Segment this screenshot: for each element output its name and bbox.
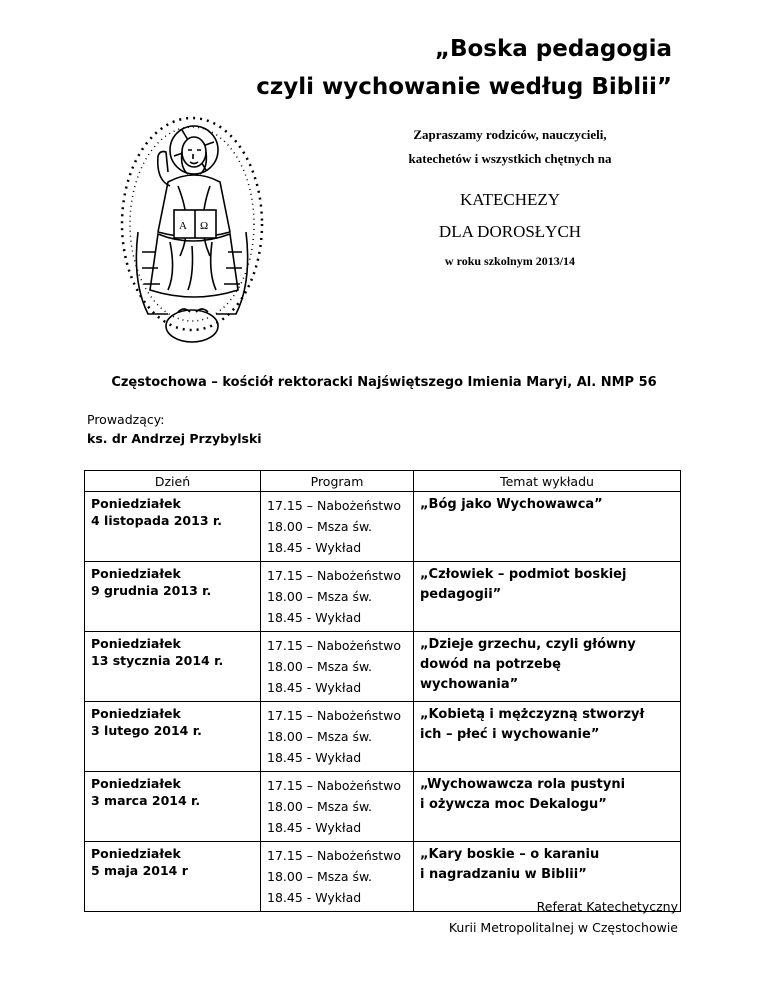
topic-cell: „Bóg jako Wychowawca” — [414, 492, 681, 562]
omega-glyph: Ω — [200, 220, 209, 232]
topic-cell: „Kary boskie – o karaniu i nagradzaniu w Biblii” — [414, 842, 681, 912]
program-cell: 17.15 – Nabożeństwo 18.00 – Msza św. 18.45 - Wykład — [261, 562, 414, 632]
table-row — [85, 632, 681, 702]
header-topic: Temat wykładu — [414, 471, 681, 492]
schedule-table — [84, 470, 681, 912]
alpha-glyph: A — [179, 220, 187, 232]
topic-cell: „Wychowawcza rola pustyni i ożywcza moc Dekalogu” — [414, 772, 681, 842]
header-day: Dzień — [85, 471, 261, 492]
program-cell: 17.15 – Nabożeństwo 18.00 – Msza św. 18.45 - Wykład — [261, 842, 414, 912]
topic-cell: „Człowiek – podmiot boskiej pedagogii” — [414, 562, 681, 632]
day-cell: Poniedziałek 13 stycznia 2014 r. — [85, 632, 261, 702]
topic-cell: „Dzieje grzechu, czyli główny dowód na potrzebę wychowania” — [414, 632, 681, 702]
title-line-1: „Boska pedagogia — [434, 36, 672, 62]
program-cell: 17.15 – Nabożeństwo 18.00 – Msza św. 18.45 - Wykład — [261, 702, 414, 772]
table-header-row — [85, 471, 681, 492]
header-program: Program — [261, 471, 414, 492]
invitation-text — [390, 123, 630, 171]
table-row — [85, 702, 681, 772]
day-cell: Poniedziałek 3 lutego 2014 r. — [85, 702, 261, 772]
school-year: w roku szkolnym 2013/14 — [444, 254, 576, 268]
day-cell: Poniedziałek 5 maja 2014 r — [85, 842, 261, 912]
program-cell: 17.15 – Nabożeństwo 18.00 – Msza św. 18.45 - Wykład — [261, 772, 414, 842]
katechezy-heading-2: DLA DOROSŁYCH — [438, 222, 582, 241]
footer-signature — [449, 896, 678, 938]
day-cell: Poniedziałek 9 grudnia 2013 r. — [85, 562, 261, 632]
invitation-line-1: Zapraszamy rodziców, nauczycieli, — [413, 127, 607, 142]
program-cell: 17.15 – Nabożeństwo 18.00 – Msza św. 18.45 - Wykład — [261, 492, 414, 562]
document-title — [152, 30, 672, 106]
program-cell: 17.15 – Nabożeństwo 18.00 – Msza św. 18.45 - Wykład — [261, 632, 414, 702]
location-line: Częstochowa – kościół rektoracki Najświętszego Imienia Maryi, Al. NMP 56 — [111, 375, 657, 390]
table-row — [85, 562, 681, 632]
christ-pantocrator-icon — [112, 112, 272, 362]
topic-cell: „Kobietą i mężczyzną stworzył ich – płeć i wychowanie” — [414, 702, 681, 772]
katechezy-heading-1: KATECHEZY — [459, 190, 561, 209]
day-cell: Poniedziałek 4 listopada 2013 r. — [85, 492, 261, 562]
leader-label: Prowadzący: — [87, 412, 165, 427]
invitation-line-2: katechetów i wszystkich chętnych na — [408, 151, 612, 166]
leader-name: ks. dr Andrzej Przybylski — [87, 431, 262, 446]
day-cell: Poniedziałek 3 marca 2014 r. — [85, 772, 261, 842]
table-row — [85, 772, 681, 842]
title-line-2: czyli wychowanie według Biblii” — [256, 74, 672, 100]
footer-line-1: Referat Katechetyczny — [536, 899, 678, 914]
table-row — [85, 492, 681, 562]
footer-line-2: Kurii Metropolitalnej w Częstochowie — [448, 920, 678, 935]
